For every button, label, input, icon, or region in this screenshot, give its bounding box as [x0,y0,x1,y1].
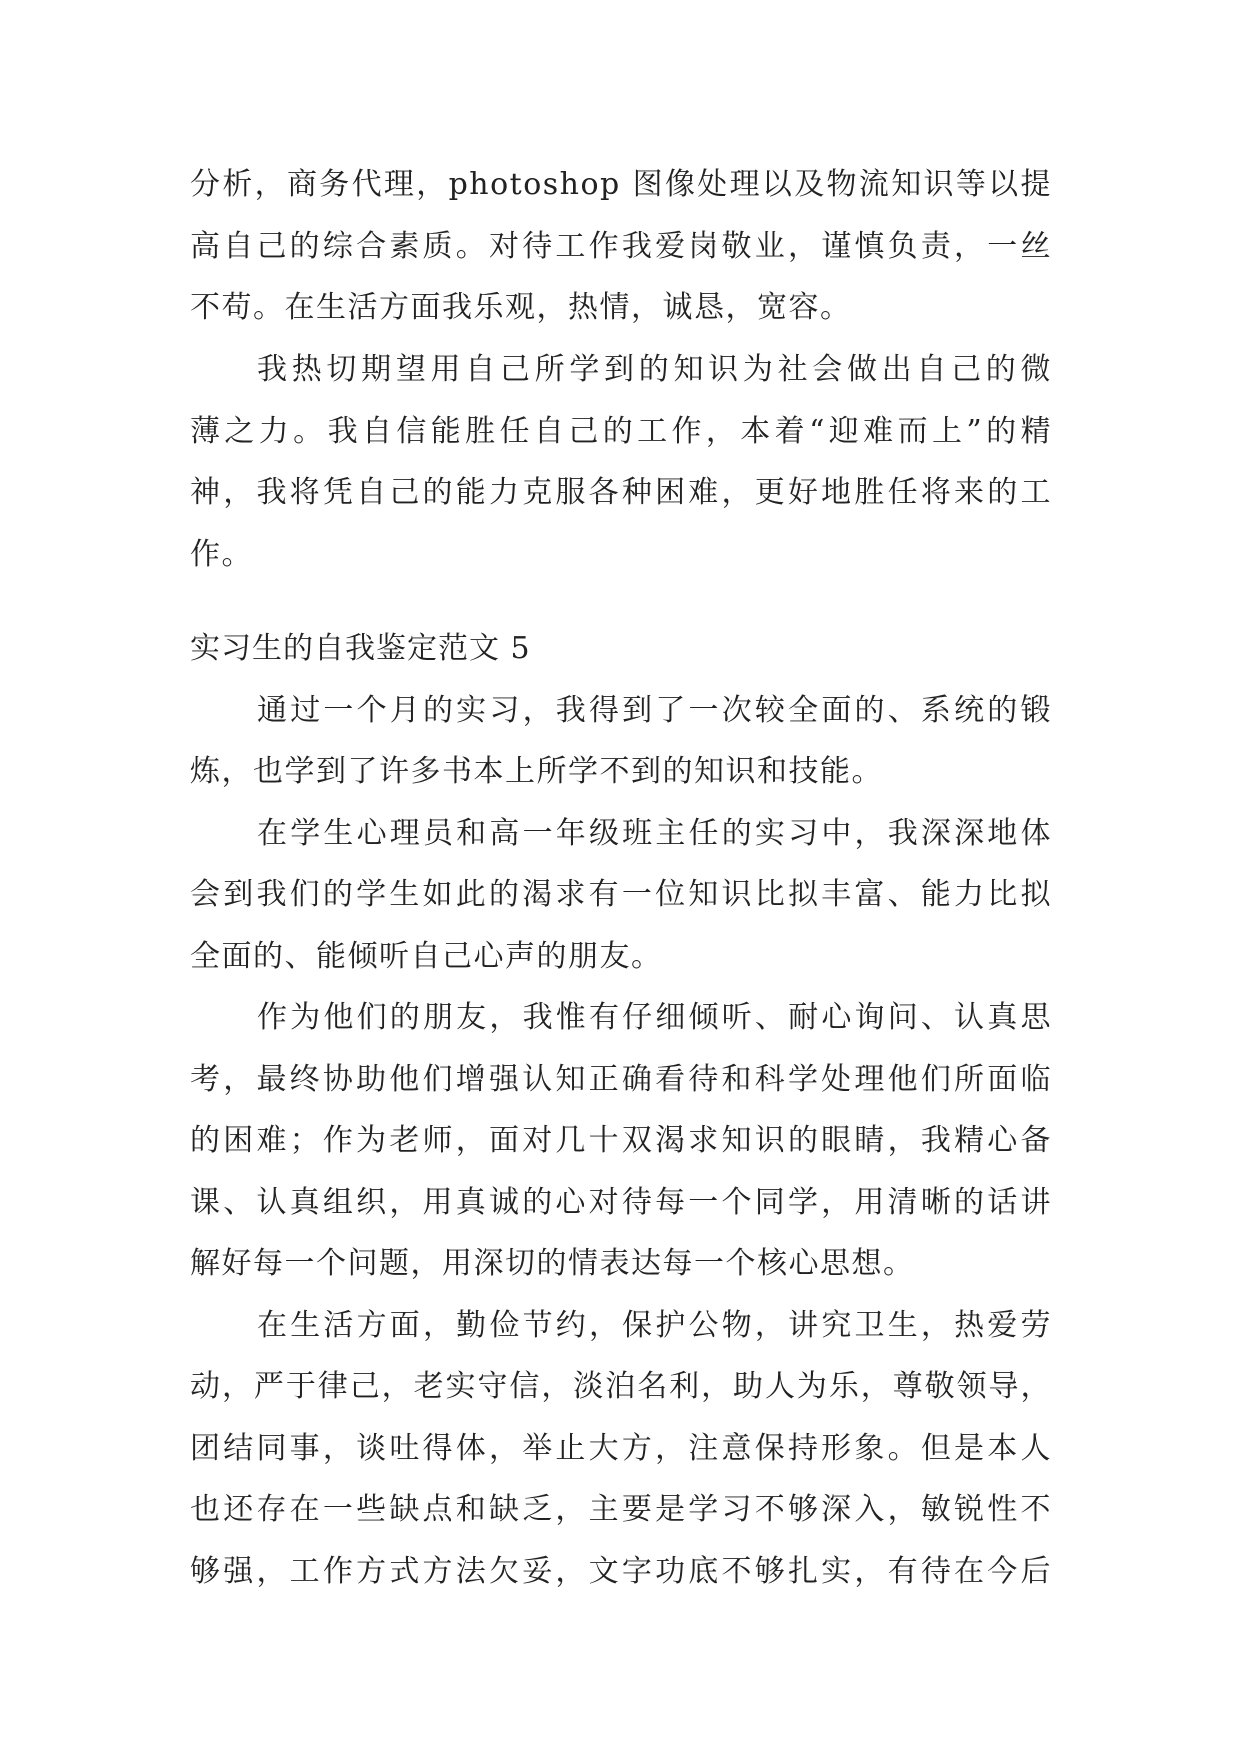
text-line: 考，最终协助他们增强认知正确看待和科学处理他们所面临 [190,1062,1052,1097]
paragraph-first-line: 在学生心理员和高一年级班主任的实习中，我深深地体 [257,816,1052,851]
text-line: 课、认真组织，用真诚的心对待每一个同学，用清晰的话讲 [190,1185,1052,1220]
text-line: 炼，也学到了许多书本上所学不到的知识和技能。 [190,754,883,789]
text-line: 薄之力。我自信能胜任自己的工作，本着“迎难而上”的精 [190,414,1052,449]
paragraph-first-line: 在生活方面，勤俭节约，保护公物，讲究卫生，热爱劳 [257,1308,1052,1343]
paragraph-first-line: 作为他们的朋友，我惟有仔细倾听、耐心询问、认真思 [257,1000,1052,1035]
text-line: 分析，商务代理，photoshop 图像处理以及物流知识等以提 [190,167,1052,202]
text-line: 动，严于律己，老实守信，淡泊名利，助人为乐，尊敬领导， [190,1369,1052,1404]
text-line: 解好每一个问题，用深切的情表达每一个核心思想。 [190,1246,915,1281]
paragraph-first-line: 通过一个月的实习，我得到了一次较全面的、系统的锻 [257,693,1052,728]
text-line: 会到我们的学生如此的渴求有一位知识比拟丰富、能力比拟 [190,877,1052,912]
text-line: 的困难；作为老师，面对几十双渴求知识的眼睛，我精心备 [190,1123,1052,1158]
text-line: 作。 [190,537,253,572]
text-line: 不苟。在生活方面我乐观，热情，诚恳，宽容。 [190,290,852,325]
paragraph-first-line: 我热切期望用自己所学到的知识为社会做出自己的微 [257,352,1052,387]
section-heading: 实习生的自我鉴定范文 5 [190,631,531,666]
text-line: 也还存在一些缺点和缺乏，主要是学习不够深入，敏锐性不 [190,1492,1052,1527]
text-line: 高自己的综合素质。对待工作我爱岗敬业，谨慎负责，一丝 [190,229,1052,264]
text-line: 全面的、能倾听自己心声的朋友。 [190,939,663,974]
text-line: 团结同事，谈吐得体，举止大方，注意保持形象。但是本人 [190,1431,1052,1466]
text-line: 够强，工作方式方法欠妥，文字功底不够扎实，有待在今后 [190,1554,1052,1589]
text-line: 神，我将凭自己的能力克服各种困难，更好地胜任将来的工 [190,475,1052,510]
